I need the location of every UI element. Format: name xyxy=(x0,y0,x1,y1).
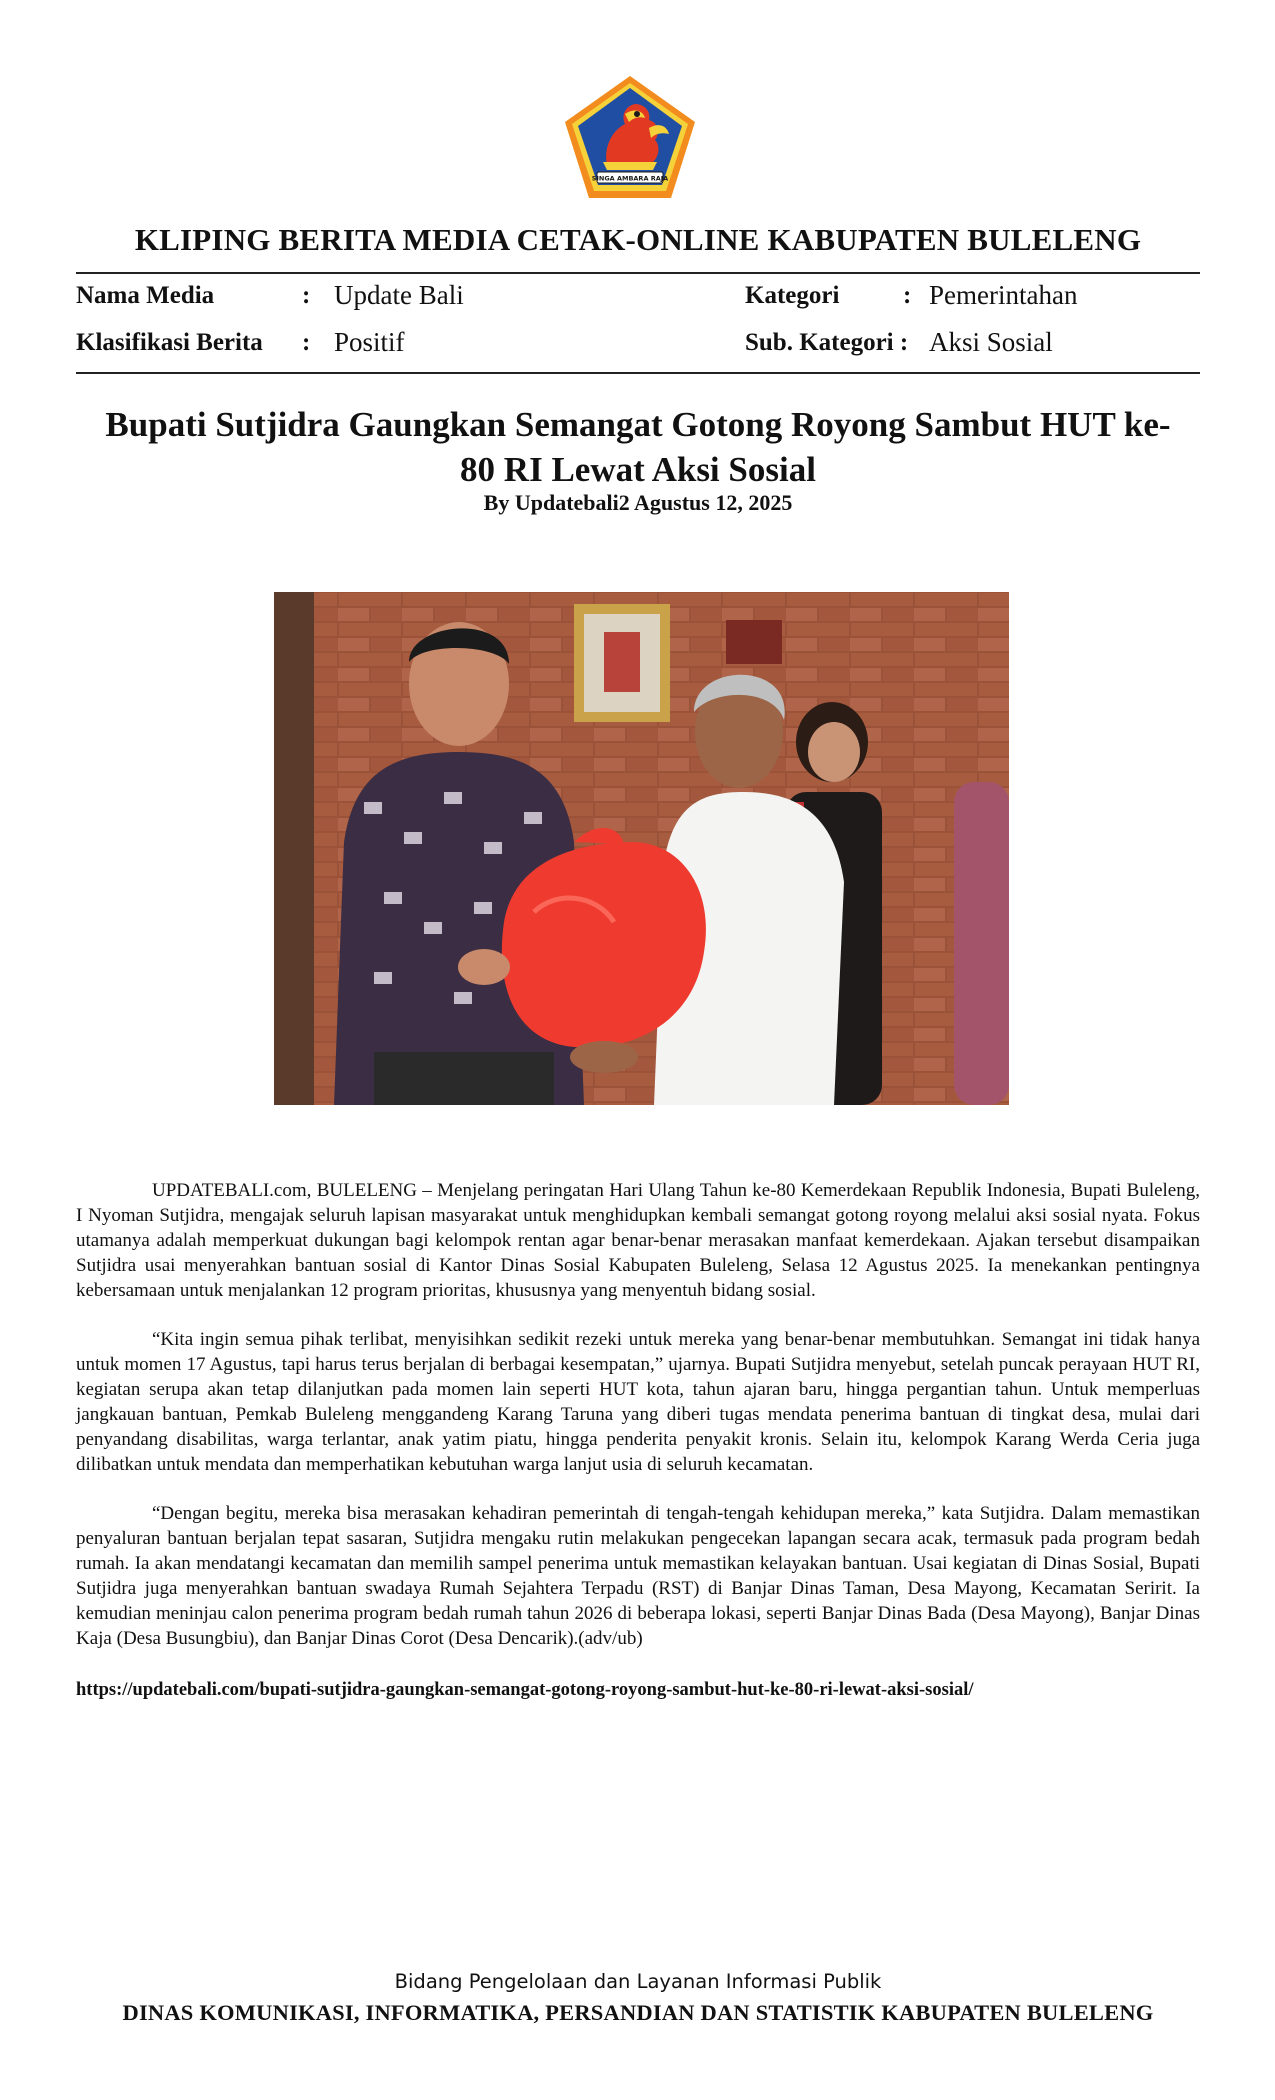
buleleng-emblem-logo xyxy=(563,74,697,200)
article-paragraph-2: “Kita ingin semua pihak terlibat, menyisihkan sedikit rezeki untuk mereka yang benar-benar membutuhkan. Semangat ini tidak hanya untuk momen 17 Agustus, tapi harus terus berjalan di berbagai kesempatan,” ujarnya. Bupati Sutjidra menyebut, setelah puncak perayaan HUT RI, kegiatan serupa akan tetap dilanjutkan pada momen lain seperti HUT kota, tahun ajaran baru, hingga pergantian tahun. Untuk memperluas jangkauan bantuan, Pemkab Buleleng menggandeng Karang Taruna yang diberi tugas mendata penerima bantuan di tingkat desa, mulai dari penyandang disabilitas, warga terlantar, anak yatim piatu, hingga penderita penyakit kronis. Selain itu, kelompok Karang Werda Ceria juga dilibatkan untuk mendata dan memperhatikan kebutuhan warga lanjut usia di seluruh kecamatan. xyxy=(76,1329,1200,1475)
klasifikasi-label: Klasifikasi Berita xyxy=(76,329,263,356)
sub-kategori-value: Aksi Sosial xyxy=(929,327,1053,357)
sub-kategori-label: Sub. Kategori : xyxy=(745,329,909,356)
divider-top xyxy=(76,272,1200,274)
kategori-colon: : xyxy=(903,282,912,309)
article-byline: By Updatebali2 Agustus 12, 2025 xyxy=(483,490,793,515)
footer-agency: DINAS KOMUNIKASI, INFORMATIKA, PERSANDIAN DAN STATISTIK KABUPATEN BULELENG xyxy=(122,2000,1154,2025)
klasifikasi-colon: : xyxy=(302,329,311,356)
kategori-value: Pemerintahan xyxy=(929,280,1078,310)
clipping-header-title: KLIPING BERITA MEDIA CETAK-ONLINE KABUPATEN BULELENG xyxy=(134,222,1142,257)
article-paragraph-3: “Dengan begitu, mereka bisa merasakan kehadiran pemerintah di tengah-tengah kehidupan mereka,” kata Sutjidra. Dalam memastikan penyaluran bantuan berjalan tepat sasaran, Sutjidra mengaku rutin melakukan pengecekan lapangan secara acak, termasuk pada program bedah rumah. Ia akan mendatangi kecamatan dan memilih sampel penerima untuk memastikan kelayakan bantuan. Usai kegiatan di Dinas Sosial, Bupati Sutjidra juga menyerahkan bantuan swadaya Rumah Sejahtera Terpadu (RST) di Banjar Dinas Taman, Desa Mayong, Kecamatan Seririt. Ia kemudian meninjau calon penerima program bedah rumah tahun 2026 di beberapa lokasi, seperti Banjar Dinas Bada (Desa Mayong), Banjar Dinas Kaja (Desa Busungbiu), dan Banjar Dinas Corot (Desa Dencarik).(adv/ub) xyxy=(76,1503,1200,1649)
article-photo xyxy=(274,592,1009,1105)
source-url-link[interactable]: https://updatebali.com/bupati-sutjidra-gaungkan-semangat-gotong-royong-sambut-hut-ke-80-ri-lewat-aksi-sosial/ xyxy=(76,1680,974,1700)
article-body xyxy=(76,1178,1200,1675)
divider-bottom xyxy=(76,372,1200,374)
article-paragraph-1: UPDATEBALI.com, BULELENG – Menjelang peringatan Hari Ulang Tahun ke-80 Kemerdekaan Republik Indonesia, Bupati Buleleng, I Nyoman Sutjidra, mengajak seluruh lapisan masyarakat untuk menghidupkan kembali semangat gotong royong melalui aksi sosial nyata. Fokus utamanya adalah memperkuat dukungan bagi kelompok rentan agar benar-benar merasakan manfaat kemerdekaan. Ajakan tersebut disampaikan Sutjidra usai menyerahkan bantuan sosial di Kantor Dinas Sosial Kabupaten Buleleng, Selasa 12 Agustus 2025. Ia menekankan pentingnya kebersamaan untuk menjalankan 12 program prioritas, khususnya yang menyentuh bidang sosial. xyxy=(76,1180,1200,1301)
footer-department: Bidang Pengelolaan dan Layanan Informasi Publik xyxy=(394,1970,882,1993)
kategori-label: Kategori xyxy=(745,282,840,309)
nama-media-colon: : xyxy=(302,282,311,309)
nama-media-label: Nama Media xyxy=(76,282,215,309)
klasifikasi-value: Positif xyxy=(334,327,405,357)
article-title: Bupati Sutjidra Gaungkan Semangat Gotong Royong Sambut HUT ke-80 RI Lewat Aksi Sosial xyxy=(105,405,1171,489)
nama-media-value: Update Bali xyxy=(334,280,464,310)
svg-text:SINGA AMBARA RAJA: SINGA AMBARA RAJA xyxy=(591,174,669,183)
